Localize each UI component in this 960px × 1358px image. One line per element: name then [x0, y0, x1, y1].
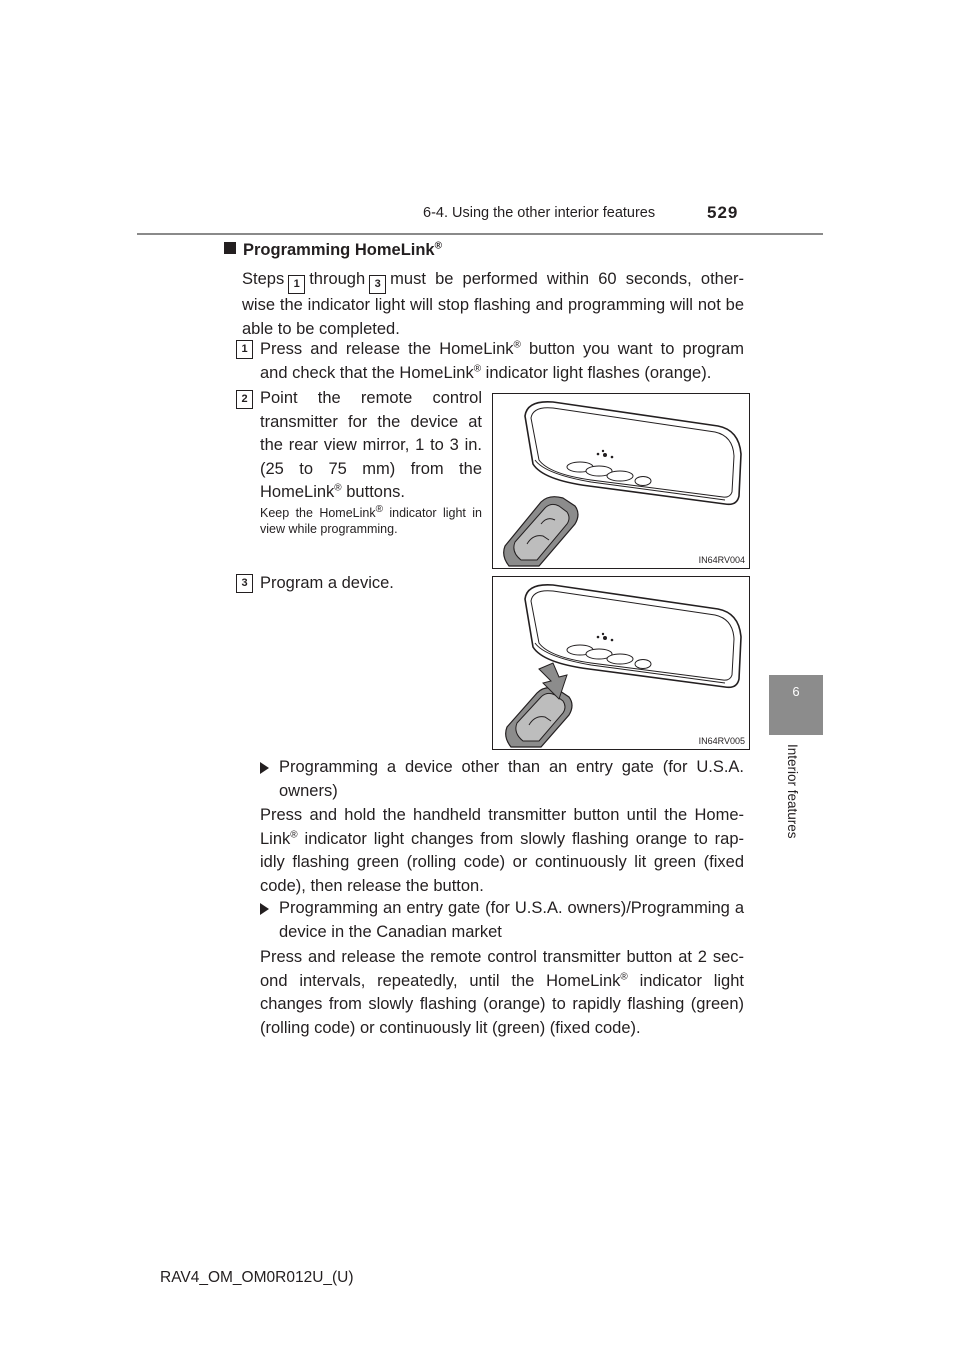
reg-mark: ®	[473, 363, 482, 374]
option-a-title-text: Programming a device other than an entry gate (for U.S.A. owners)	[279, 758, 744, 800]
option-b-title-text: Programming an entry gate (for U.S.A. owners)/Programming a device in the Canadian market	[279, 899, 744, 941]
option-a-body-a: Press and hold the handheld transmitter button until the Home-Link	[260, 806, 744, 848]
intro-text-2: through	[309, 270, 366, 288]
step-1-text	[260, 338, 744, 385]
triangle-bullet-icon	[260, 762, 269, 774]
intro-text-1: Steps	[242, 270, 285, 288]
intro-paragraph	[242, 268, 744, 341]
remote-transmitter-illustration	[504, 497, 578, 566]
step-2-text	[260, 387, 482, 505]
figure-code-2: IN64RV005	[698, 736, 745, 746]
step-1-text-a: Press and release the HomeLink	[260, 340, 514, 358]
reg-mark: ®	[620, 971, 628, 982]
triangle-bullet-icon	[260, 903, 269, 915]
step-marker-2: 2	[236, 390, 253, 409]
header-divider	[137, 233, 823, 235]
step-1-text-b: button you want to program and check that the HomeLink	[260, 340, 744, 382]
figure-mirror-remote	[492, 393, 750, 569]
option-b-body-a: Press and release the remote control transmitter button at 2 sec-ond intervals, repeatedly, until the HomeLink	[260, 948, 744, 990]
step-3-text: Program a device.	[260, 574, 394, 592]
reg-mark: ®	[375, 503, 383, 515]
intro-text-3: must be performed within 60 seconds, other-wise the indicator light will stop flashing and programming will not be able to be completed.	[242, 270, 744, 338]
section-title: 6-4. Using the other interior features	[423, 205, 656, 221]
option-a-body-b: indicator light changes from slowly flashing orange to rap-idly flashing green (rolling code) or continuously lit green (fixed code), then release the button.	[260, 829, 744, 895]
mirror-illustration	[493, 577, 749, 749]
option-a-title	[260, 756, 744, 803]
heading-reg-mark: ®	[434, 240, 442, 252]
step-2-note-a: Keep the HomeLink	[260, 506, 376, 520]
square-bullet-icon	[224, 242, 236, 254]
mirror-illustration	[493, 394, 749, 568]
figure-mirror-press	[492, 576, 750, 750]
step-marker-1: 1	[236, 340, 253, 359]
step-2-note	[260, 505, 482, 537]
option-b-body	[260, 946, 744, 1040]
heading-text: Programming HomeLink	[243, 241, 435, 259]
option-b-title	[260, 897, 744, 944]
reg-mark: ®	[290, 829, 298, 840]
step-2-note-b: indicator light in view while programming.	[260, 506, 482, 536]
document-id-footer: RAV4_OM_OM0R012U_(U)	[160, 1269, 354, 1286]
step-marker-3: 3	[236, 574, 253, 593]
remote-transmitter-illustration	[506, 688, 572, 747]
reg-mark: ®	[334, 482, 342, 494]
step-2-text-b: buttons.	[341, 483, 405, 501]
step-2-text-a: Point the remote control transmitter for the device at the rear view mirror, 1 to 3 in. (25 to 75 mm) from the HomeLink	[260, 389, 482, 501]
option-b-body-b: indicator light changes from slowly flashing (orange) to rapidly flashing (green) (rolling code) or continuously lit (green) (fixed code).	[260, 971, 744, 1037]
option-a-body	[260, 804, 744, 898]
step-ref-1: 1	[288, 275, 305, 294]
chapter-label: Interior features	[785, 744, 800, 839]
chapter-label-container	[785, 744, 807, 854]
figure-code-1: IN64RV004	[698, 555, 745, 565]
step-1-text-c: indicator light flashes (orange).	[481, 363, 712, 382]
step-ref-3: 3	[369, 275, 386, 294]
section-heading	[224, 241, 442, 260]
page-number: 529	[707, 203, 739, 222]
reg-mark: ®	[513, 339, 521, 351]
chapter-number: 6	[792, 684, 800, 699]
